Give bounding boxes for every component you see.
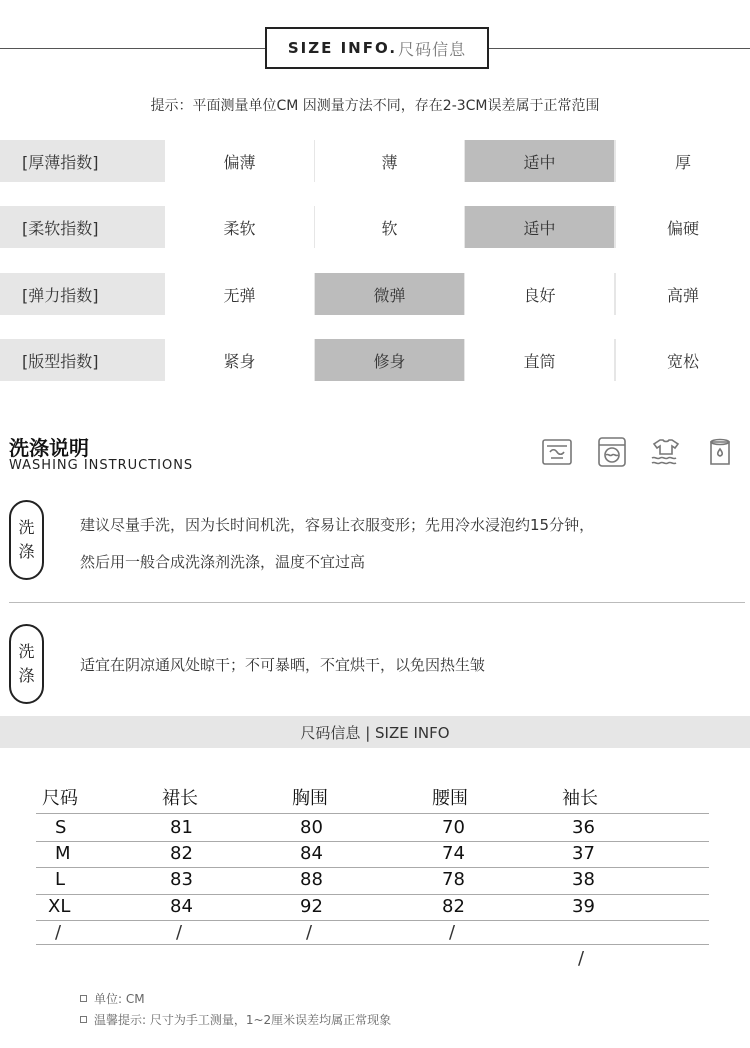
size-table-cell: 81 — [170, 817, 193, 838]
size-table-cell: 84 — [300, 843, 323, 864]
size-table-cell: 74 — [442, 843, 465, 864]
washing-machine-icon — [596, 436, 628, 468]
size-info-header — [265, 27, 489, 69]
size-table-cell: 36 — [572, 817, 595, 838]
wash-text-2-line-1: 适宜在阴凉通风处晾干；不可暴晒，不宜烘干，以免因热生皱 — [80, 656, 486, 674]
index-option: 无弹 — [165, 273, 314, 315]
size-table-cell: 88 — [300, 869, 323, 890]
size-table-rule — [36, 894, 709, 895]
index-row — [0, 206, 750, 248]
size-table-cell: 38 — [572, 869, 595, 890]
size-table-slash: / — [306, 922, 313, 943]
size-table-cell: S — [55, 817, 67, 838]
note-unit-text: 单位: CM — [94, 992, 145, 1006]
size-table-rule — [36, 841, 709, 842]
wash-badge-2 — [9, 624, 44, 704]
wash-badge-2-char-1: 洗 — [18, 642, 35, 661]
size-table-header: 胸围 — [292, 788, 328, 809]
header-line-right — [489, 48, 750, 49]
index-option: 厚 — [616, 140, 750, 182]
index-row — [0, 339, 750, 381]
wash-badge-2-char-2: 涤 — [18, 666, 35, 685]
size-table-cell: 80 — [300, 817, 323, 838]
wash-badge-1 — [9, 500, 44, 580]
size-table-cell: L — [55, 869, 66, 890]
size-table-header: 裙长 — [162, 788, 198, 809]
header-line-left — [0, 48, 265, 49]
index-row — [0, 273, 750, 315]
index-option-selected: 微弹 — [315, 273, 464, 315]
washing-title: 洗涤说明 — [9, 436, 89, 460]
index-option-selected: 适中 — [465, 206, 614, 248]
size-table-cell: 39 — [572, 896, 595, 917]
index-option: 高弹 — [616, 273, 750, 315]
size-table-header: 尺码 — [42, 788, 78, 809]
note-tip-text: 温馨提示: 尺寸为手工测量，1~2厘米误差均属正常现象 — [94, 1013, 392, 1027]
size-table-cell: 78 — [442, 869, 465, 890]
index-label: [版型指数] — [22, 351, 99, 371]
index-row — [0, 140, 750, 182]
washing-divider — [9, 602, 745, 603]
index-option: 偏硬 — [616, 206, 750, 248]
size-table-cell: 83 — [170, 869, 193, 890]
size-table-cell: 92 — [300, 896, 323, 917]
bullet-square-icon — [80, 1016, 87, 1023]
size-table-header: 袖长 — [562, 788, 598, 809]
wash-badge-1-char-2: 涤 — [18, 542, 35, 561]
size-table-header: 腰围 — [432, 788, 468, 809]
size-table-slash-extra: / — [578, 948, 585, 969]
water-wash-icon — [650, 436, 682, 468]
washing-subtitle: WASHING INSTRUCTIONS — [9, 458, 194, 473]
size-table-rule — [36, 867, 709, 868]
wash-badge-1-char-1: 洗 — [18, 518, 35, 537]
index-option: 柔软 — [165, 206, 314, 248]
index-option: 宽松 — [616, 339, 750, 381]
size-table-cell: 37 — [572, 843, 595, 864]
size-info-banner: 尺码信息 | SIZE INFO — [0, 716, 750, 748]
bullet-square-icon — [80, 995, 87, 1002]
size-table-cell: 82 — [442, 896, 465, 917]
size-table-cell: 70 — [442, 817, 465, 838]
index-label: [弹力指数] — [22, 285, 99, 305]
size-table-slash: / — [449, 922, 456, 943]
size-table-cell: 84 — [170, 896, 193, 917]
index-option: 良好 — [465, 273, 614, 315]
size-table-slash: / — [176, 922, 183, 943]
index-option-selected: 修身 — [315, 339, 464, 381]
size-table-cell: 82 — [170, 843, 193, 864]
wash-text-1-line-2: 然后用一般合成洗涤剂洗涤，温度不宜过高 — [80, 553, 366, 571]
header-title-cn: 尺码信息 — [398, 39, 467, 59]
index-option: 软 — [315, 206, 464, 248]
index-option: 紧身 — [165, 339, 314, 381]
wash-text-1-line-1: 建议尽量手洗，因为长时间机洗，容易让衣服变形；先用冷水浸泡约15分钟， — [80, 516, 595, 534]
index-option: 直筒 — [465, 339, 614, 381]
note-tip — [80, 1011, 391, 1028]
index-label: [厚薄指数] — [22, 152, 99, 172]
index-option-selected: 适中 — [465, 140, 614, 182]
measurement-tip: 提示：平面测量单位CM 因测量方法不同，存在2-3CM误差属于正常范围 — [150, 98, 600, 114]
size-table-slash: / — [55, 922, 62, 943]
size-table-cell: XL — [48, 896, 71, 917]
size-table-rule — [36, 944, 709, 945]
hand-wash-icon — [541, 436, 573, 468]
size-table-rule — [36, 813, 709, 814]
index-option: 偏薄 — [165, 140, 314, 182]
size-table-rule — [36, 920, 709, 921]
index-label: [柔软指数] — [22, 218, 99, 238]
index-option: 薄 — [315, 140, 464, 182]
size-table-cell: M — [55, 843, 71, 864]
detergent-icon — [704, 436, 736, 468]
note-unit — [80, 990, 145, 1007]
header-title-en: SIZE INFO. — [287, 39, 398, 57]
